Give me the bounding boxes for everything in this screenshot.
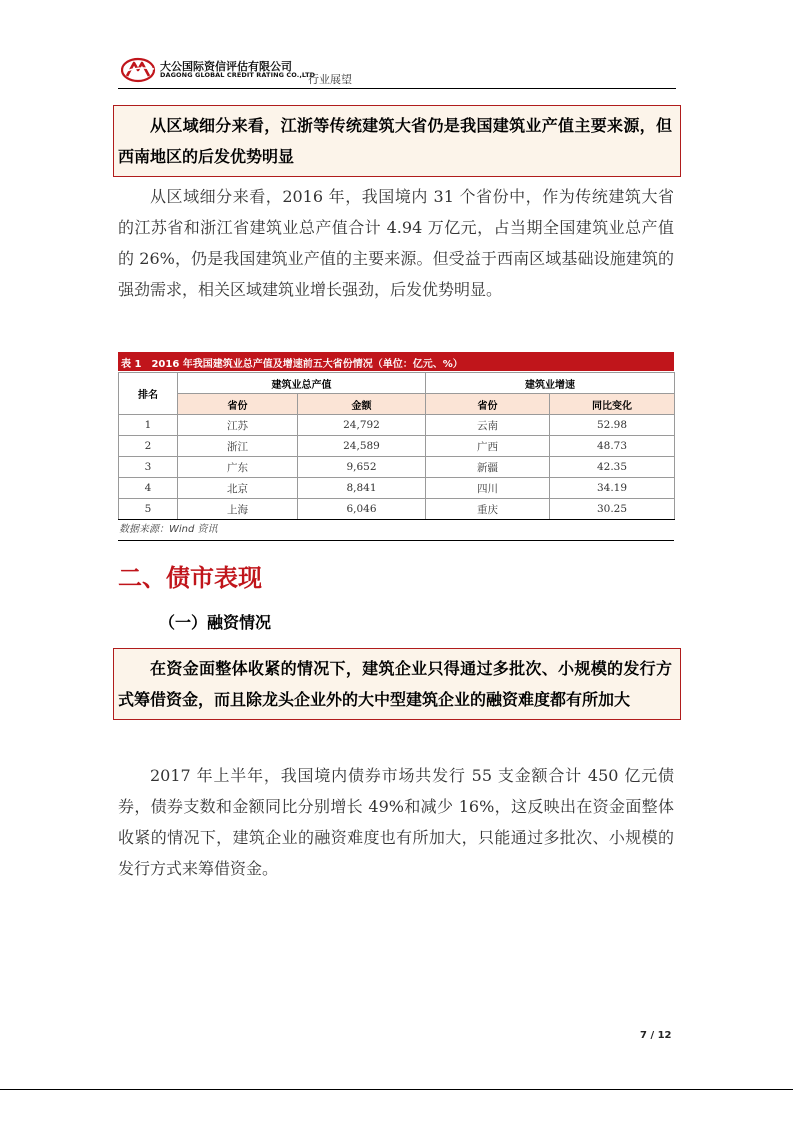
province-cell: 浙江 xyxy=(178,436,298,457)
table-bottom-divider xyxy=(118,540,674,541)
table-row xyxy=(119,415,675,436)
table-caption: 表 1 2016 年我国建筑业总产值及增速前五大省份情况（单位：亿元、%） xyxy=(121,359,463,370)
change-cell: 42.35 xyxy=(550,457,675,478)
table-row xyxy=(119,499,675,520)
rank-cell: 2 xyxy=(119,436,178,457)
change-cell: 52.98 xyxy=(550,415,675,436)
table-row xyxy=(119,478,675,499)
subheader-yoy-change: 同比变化 xyxy=(550,394,675,415)
page-number: 7 / 12 xyxy=(640,1030,672,1041)
key-point-callout-regional: 从区域细分来看，江浙等传统建筑大省仍是我国建筑业产值主要来源，但西南地区的后发优势明显 xyxy=(113,105,681,177)
province-cell: 北京 xyxy=(178,478,298,499)
amount-cell: 6,046 xyxy=(298,499,426,520)
province-cell: 广东 xyxy=(178,457,298,478)
amount-cell: 8,841 xyxy=(298,478,426,499)
company-name-en: DAGONG GLOBAL CREDIT RATING CO.,LTD xyxy=(160,71,316,79)
subheader-province: 省份 xyxy=(178,394,298,415)
table-header-row xyxy=(119,373,675,394)
province-cell: 新疆 xyxy=(426,457,550,478)
amount-cell: 24,792 xyxy=(298,415,426,436)
sub-heading: （一）融资情况 xyxy=(159,613,272,632)
change-cell: 30.25 xyxy=(550,499,675,520)
province-output-table xyxy=(118,372,675,520)
paragraph-regional-analysis: 从区域细分来看，2016 年，我国境内 31 个省份中，作为传统建筑大省的江苏省和浙江省建筑业总产值合计 4.94 万亿元，占当期全国建筑业总产值的 26%，仍是我国建筑业产值的主要来源。但受益于西南区域基础设施建筑的强劲需求，相关区域建筑业增长强劲，后发优势明显。 xyxy=(118,187,674,299)
province-cell: 云南 xyxy=(426,415,550,436)
subheader-province: 省份 xyxy=(426,394,550,415)
table-row xyxy=(119,436,675,457)
paragraph-bond-issuance: 2017 年上半年，我国境内债券市场共发行 55 支金额合计 450 亿元债券，债券支数和金额同比分别增长 49%和减少 16%，这反映出在资金面整体收紧的情况下，建筑企业的融资难度也有所加大，只能通过多批次、小规模的发行方式来筹借资金。 xyxy=(118,766,674,878)
header-growth-rate: 建筑业增速 xyxy=(426,373,675,394)
section-heading: 二、债市表现 xyxy=(118,563,262,592)
dagong-logo-icon xyxy=(121,57,157,83)
change-cell: 34.19 xyxy=(550,478,675,499)
province-cell: 江苏 xyxy=(178,415,298,436)
table-subheader-row xyxy=(119,394,675,415)
subheader-amount: 金额 xyxy=(298,394,426,415)
rank-cell: 4 xyxy=(119,478,178,499)
rank-cell: 3 xyxy=(119,457,178,478)
header-divider xyxy=(118,88,676,89)
footer-divider xyxy=(0,1089,793,1090)
company-name-cn: 大公国际资信评估有限公司 xyxy=(160,60,292,73)
key-point-callout-financing: 在资金面整体收紧的情况下，建筑企业只得通过多批次、小规模的发行方式筹借资金，而且除龙头企业外的大中型建筑企业的融资难度都有所加大 xyxy=(113,648,681,720)
amount-cell: 24,589 xyxy=(298,436,426,457)
table-source-note: 数据来源：Wind 资讯 xyxy=(119,524,218,535)
rank-cell: 5 xyxy=(119,499,178,520)
header-rank: 排名 xyxy=(119,373,178,415)
rank-cell: 1 xyxy=(119,415,178,436)
province-cell: 上海 xyxy=(178,499,298,520)
province-cell: 四川 xyxy=(426,478,550,499)
table-row xyxy=(119,457,675,478)
change-cell: 48.73 xyxy=(550,436,675,457)
header-total-output: 建筑业总产值 xyxy=(178,373,426,394)
province-cell: 重庆 xyxy=(426,499,550,520)
amount-cell: 9,652 xyxy=(298,457,426,478)
report-type-label: 行业展望 xyxy=(308,73,352,86)
province-cell: 广西 xyxy=(426,436,550,457)
